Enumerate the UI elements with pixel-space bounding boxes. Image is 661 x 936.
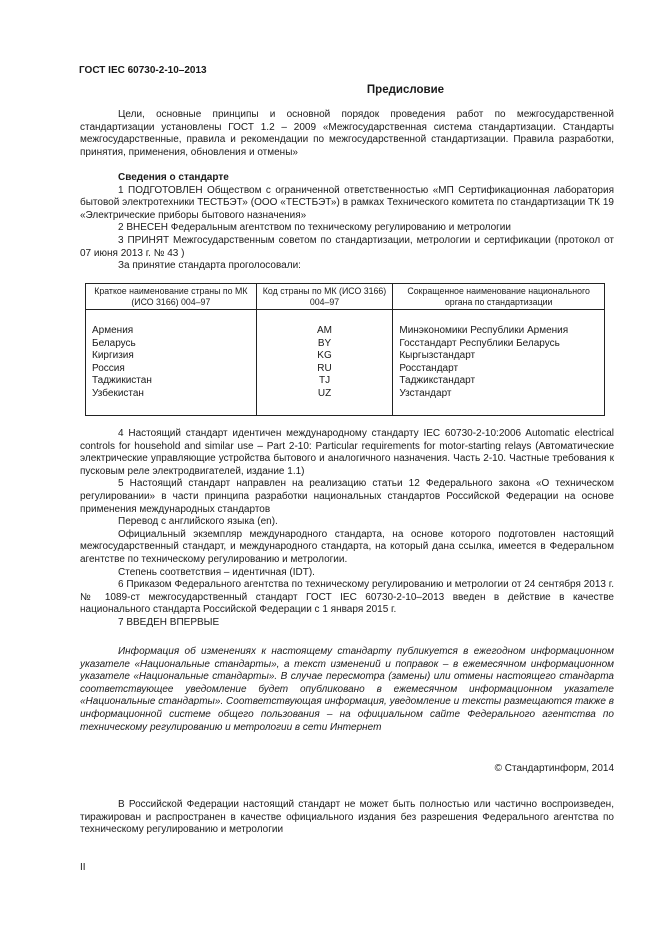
- section-title-wrap: [0, 84, 661, 98]
- member-states-table: [85, 283, 605, 416]
- country-cell: Россия: [86, 363, 257, 376]
- conformity-note: Степень соответствия – идентичная (IDT).: [118, 566, 315, 578]
- country-cell: Таджикистан: [86, 375, 257, 388]
- country-cell: Киргизия: [86, 350, 257, 363]
- about-item-1: 1 ПОДГОТОВЛЕН Обществом с ограниченной ответственностью «МП Сертификационная лаборатория бытовой электротехники ТЕСТБЭТ» (ООО «ТЕСТБЭТ») в рамках Технического комитета по стандартизации ТК 19 «Электрические приборы бытового назначения»: [80, 184, 614, 221]
- body-cell: Минэкономики Республики Армения: [393, 310, 605, 338]
- body-cell: Узстандарт: [393, 388, 605, 415]
- item-7: 7 ВВЕДЕН ВПЕРВЫЕ: [118, 616, 220, 628]
- intro-paragraph: Цели, основные принципы и основной порядок проведения работ по межгосударственной стандартизации установлены ГОСТ 1.2 – 2009 «Межгосударственная система стандартизации. Стандарты межгосударственные, правила и рекомендации по межгосударственной стандартизации. Правила разработки, принятия, применения, обновления и отмены»: [80, 109, 614, 158]
- about-heading: Сведения о стандарте: [118, 172, 229, 183]
- item-4: 4 Настоящий стандарт идентичен международному стандарту IEC 60730-2-10:2006 Automatic electrical controls for household and similar use – Part 2-10: Particular requirements for motor-starting relays (Автоматические электрические управляющие устройства бытового и аналогичного назначения. Часть 2-10. Частные требования к пусковым реле электродвигателей, издание 1.1): [80, 428, 614, 477]
- code-cell: UZ: [256, 388, 393, 415]
- intro-block: [80, 109, 614, 159]
- code-cell: KG: [256, 350, 393, 363]
- table-header-row: [86, 284, 605, 310]
- about-item-2: 2 ВНЕСЕН Федеральным агентством по техническому регулированию и метрологии: [118, 222, 511, 234]
- changes-notice: Информация об изменениях к настоящему стандарту публикуется в ежегодном информационном указателе «Национальные стандарты», а текст изменений и поправок – в ежемесячном информационном указателе «Национальные стандарты». В случае пересмотра (замены) или отмены настоящего стандарта соответствующее уведомление будет опубликовано в ежемесячном информационном указателе «Национальные стандарты». Соответствующая информация, уведомление и тексты размещаются также в информационной системе общего пользования – на официальном сайте Федерального агентства по техническому регулированию и метрологии в сети Интернет: [80, 646, 614, 733]
- header-country: Краткое наименование страны по МК (ИСО 3166) 004–97: [86, 284, 257, 310]
- country-cell: Узбекистан: [86, 388, 257, 415]
- header-body: Сокращенное наименование национального органа по стандартизации: [393, 284, 605, 310]
- header-code: Код страны по МК (ИСО 3166) 004–97: [256, 284, 393, 310]
- code-cell: RU: [256, 363, 393, 376]
- reproduction-block: [80, 799, 614, 837]
- body-cell: Росстандарт: [393, 363, 605, 376]
- page-number: II: [80, 862, 86, 873]
- items-block: [80, 428, 614, 630]
- table-row: [86, 388, 605, 415]
- table-row: [86, 363, 605, 376]
- section-title: Предисловие: [366, 84, 445, 96]
- country-cell: Беларусь: [86, 338, 257, 351]
- item-5: 5 Настоящий стандарт направлен на реализацию статьи 12 Федерального закона «О техническом регулировании» в части принципа разработки национальных стандартов Российской Федерации на основе применения международных стандартов: [80, 478, 614, 515]
- code-cell: AM: [256, 310, 393, 338]
- about-item-3: 3 ПРИНЯТ Межгосударственным советом по стандартизации, метрологии и сертификации (протокол от 07 июня 2013 г. № 43 ): [80, 234, 614, 259]
- copyright: © Стандартинформ, 2014: [494, 763, 614, 774]
- reproduction-notice: В Российской Федерации настоящий стандарт не может быть полностью или частично воспроизведен, тиражирован и распространен в качестве официального издания без разрешения Федерального агентства по техническому регулированию и метрологии: [80, 799, 614, 836]
- voted-label: За принятие стандарта проголосовали:: [118, 260, 301, 272]
- translation-note: Перевод с английского языка (en).: [118, 516, 278, 528]
- table-row: [86, 350, 605, 363]
- body-cell: Таджикстандарт: [393, 375, 605, 388]
- about-block: [80, 172, 614, 273]
- country-cell: Армения: [86, 310, 257, 338]
- standard-code: ГОСТ IEC 60730-2-10–2013: [79, 65, 207, 76]
- item-6: 6 Приказом Федерального агентства по техническому регулированию и метрологии от 24 сентября 2013 г. № 1089-ст межгосударственный стандарт ГОСТ IEC 60730-2-10–2013 введен в действие в качестве национального стандарта Российской Федерации с 1 января 2015 г.: [80, 579, 614, 616]
- body-cell: Госстандарт Республики Беларусь: [393, 338, 605, 351]
- table-row: [86, 338, 605, 351]
- code-cell: TJ: [256, 375, 393, 388]
- notice-block: [80, 646, 614, 734]
- body-cell: Кыргызстандарт: [393, 350, 605, 363]
- code-cell: BY: [256, 338, 393, 351]
- table-row: [86, 310, 605, 338]
- official-copy-note: Официальный экземпляр международного стандарта, на основе которого подготовлен настоящий межгосударственный стандарт, и международного стандарта, на который дана ссылка, имеется в Федеральном агентстве по техническому регулированию и метрологии.: [80, 528, 614, 565]
- table-row: [86, 375, 605, 388]
